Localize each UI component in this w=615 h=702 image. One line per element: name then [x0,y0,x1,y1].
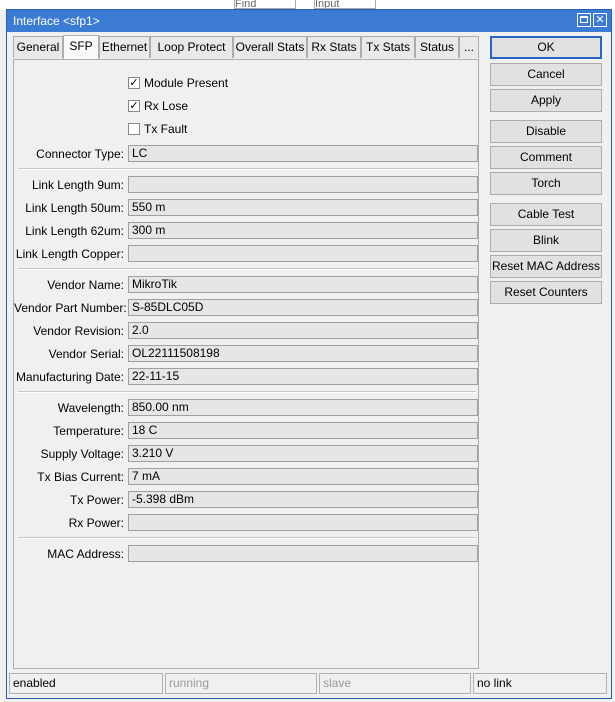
tab-tx-stats[interactable]: Tx Stats [361,36,415,58]
vendor-name-field[interactable]: MikroTik [128,276,478,293]
link-length-copper-field[interactable] [128,245,478,262]
temperature-field[interactable]: 18 C [128,422,478,439]
temperature-row [14,422,478,440]
vendor-name-row [14,276,478,294]
vendor-part-number-label: Vendor Part Number: [14,301,127,315]
link-length-62um-label: Link Length 62um: [25,224,124,238]
vendor-name-label: Vendor Name: [47,278,124,292]
apply-button[interactable]: Apply [490,89,602,112]
vendor-part-number-field[interactable]: S-85DLC05D [128,299,478,316]
status-running: running [165,673,317,694]
connector-type-label: Connector Type: [36,147,124,161]
vendor-part-number-row [14,299,478,317]
torch-button[interactable]: Torch [490,172,602,195]
tx-fault-box[interactable] [128,123,140,135]
cancel-button[interactable]: Cancel [490,63,602,86]
title-bar[interactable] [7,10,611,32]
tx-power-label: Tx Power: [69,493,124,507]
tx-bias-current-label: Tx Bias Current: [37,470,124,484]
wavelength-label: Wavelength: [57,401,124,415]
rx-power-field[interactable] [128,514,478,531]
tab-sfp[interactable]: SFP [63,35,99,59]
background-input-field: Input [314,0,376,9]
rx-power-row [14,514,478,532]
temperature-label: Temperature: [53,424,124,438]
interface-dialog [6,9,612,699]
status-link: no link [473,673,607,694]
vendor-revision-row [14,322,478,340]
tab-status[interactable]: Status [415,36,459,58]
rx-lose-label: Rx Lose [144,99,189,113]
tab-ethernet[interactable]: Ethernet [99,36,150,58]
disable-button[interactable]: Disable [490,120,602,143]
mac-address-field[interactable] [128,545,478,562]
manufacturing-date-row [14,368,478,386]
supply-voltage-field[interactable]: 3.210 V [128,445,478,462]
module-present-label: Module Present [144,76,229,90]
manufacturing-date-field[interactable]: 22-11-15 [128,368,478,385]
mac-address-label: MAC Address: [47,547,124,561]
maximize-icon[interactable] [577,13,591,27]
wavelength-row [14,399,478,417]
link-length-9um-field[interactable] [128,176,478,193]
tx-power-row [14,491,478,509]
connector-type-row [14,145,478,163]
divider [18,391,476,393]
manufacturing-date-label: Manufacturing Date: [15,370,124,384]
tab-more[interactable]: ... [459,36,479,58]
divider [18,168,476,170]
cable-test-button[interactable]: Cable Test [490,203,602,226]
connector-type-field[interactable]: LC [128,145,478,162]
link-length-50um-row [14,199,478,217]
tab-loop-protect[interactable]: Loop Protect [150,36,233,58]
vendor-revision-field[interactable]: 2.0 [128,322,478,339]
ok-button[interactable]: OK [490,36,602,59]
tx-bias-current-field[interactable]: 7 mA [128,468,478,485]
window-title: Interface <sfp1> [13,14,100,28]
rx-lose-box[interactable]: ✓ [129,100,139,112]
tx-power-field[interactable]: -5.398 dBm [128,491,478,508]
comment-button[interactable]: Comment [490,146,602,169]
divider [18,537,476,539]
rx-power-label: Rx Power: [68,516,124,530]
vendor-serial-field[interactable]: OL22111508198 [128,345,478,362]
tab-general[interactable]: General [13,36,63,58]
module-present-box[interactable]: ✓ [129,77,139,89]
supply-voltage-row [14,445,478,463]
link-length-62um-field[interactable]: 300 m [128,222,478,239]
vendor-serial-row [14,345,478,363]
status-bar [9,673,609,695]
blink-button[interactable]: Blink [490,229,602,252]
reset-counters-button[interactable]: Reset Counters [490,281,602,304]
link-length-copper-label: Link Length Copper: [15,247,124,261]
tx-bias-current-row [14,468,478,486]
status-enabled: enabled [9,673,163,694]
wavelength-field[interactable]: 850.00 nm [128,399,478,416]
close-icon[interactable]: ✕ [593,13,607,27]
background-find-field: Find [234,0,296,9]
divider [18,268,476,270]
link-length-copper-row [14,245,478,263]
link-length-50um-field[interactable]: 550 m [128,199,478,216]
link-length-9um-row [14,176,478,194]
link-length-50um-label: Link Length 50um: [25,201,124,215]
mac-address-row [14,545,478,563]
tx-fault-label: Tx Fault [144,122,188,136]
link-length-9um-label: Link Length 9um: [31,178,124,192]
tab-overall-stats[interactable]: Overall Stats [233,36,307,58]
tab-rx-stats[interactable]: Rx Stats [307,36,361,58]
status-slave: slave [319,673,471,694]
sfp-panel [13,59,479,669]
vendor-serial-label: Vendor Serial: [48,347,124,361]
link-length-62um-row [14,222,478,240]
vendor-revision-label: Vendor Revision: [33,324,124,338]
supply-voltage-label: Supply Voltage: [40,447,124,461]
reset-mac-address-button[interactable]: Reset MAC Address [490,255,602,278]
